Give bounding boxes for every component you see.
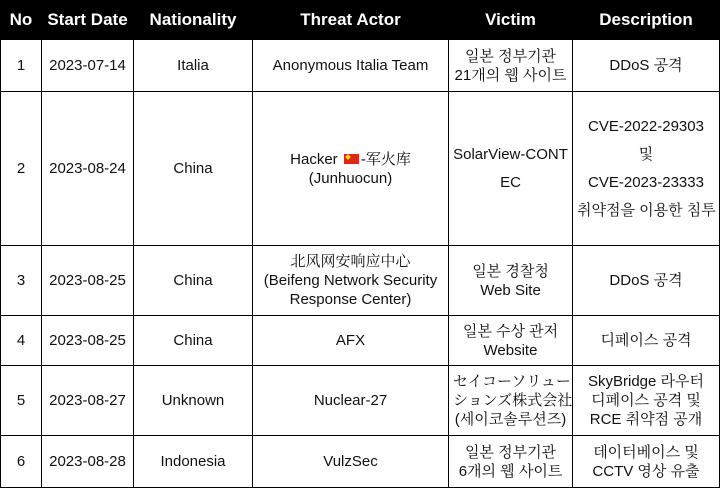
cell-nationality: Italia	[134, 40, 253, 92]
cell-nationality: Unknown	[134, 366, 253, 436]
cell-actor: Hacker -军火库 (Junhuocun)	[253, 92, 449, 246]
cell-date: 2023-08-25	[42, 316, 134, 366]
cell-victim: 일본 수상 관저 Website	[449, 316, 573, 366]
cell-nationality: China	[134, 92, 253, 246]
cell-date: 2023-08-25	[42, 246, 134, 316]
china-flag-icon	[344, 154, 359, 164]
header-description: Description	[573, 1, 720, 40]
header-start-date: Start Date	[42, 1, 134, 40]
table-row	[1, 436, 720, 488]
cell-description: 데이터베이스 및 CCTV 영상 유출	[573, 436, 720, 488]
cell-actor: 北风网安响应中心 (Beifeng Network Security Response Center)	[253, 246, 449, 316]
header-threat-actor: Threat Actor	[253, 1, 449, 40]
cell-no: 6	[1, 436, 42, 488]
cell-date: 2023-08-24	[42, 92, 134, 246]
cell-date: 2023-07-14	[42, 40, 134, 92]
cell-description: CVE-2022-29303 및 CVE-2023-23333 취약점을 이용한 침투	[573, 92, 720, 246]
cell-actor: AFX	[253, 316, 449, 366]
cell-nationality: China	[134, 316, 253, 366]
cell-no: 4	[1, 316, 42, 366]
cell-nationality: Indonesia	[134, 436, 253, 488]
header-nationality: Nationality	[134, 1, 253, 40]
cell-description: 디페이스 공격	[573, 316, 720, 366]
cell-actor: Anonymous Italia Team	[253, 40, 449, 92]
cell-nationality: China	[134, 246, 253, 316]
cell-victim: 일본 정부기관 6개의 웹 사이트	[449, 436, 573, 488]
table-row	[1, 316, 720, 366]
header-no: No	[1, 1, 42, 40]
cell-victim: セイコーソリュー ションズ株式会社 (세이코솔루션즈)	[449, 366, 573, 436]
table-row	[1, 366, 720, 436]
cell-actor: VulzSec	[253, 436, 449, 488]
cell-description: SkyBridge 라우터 디페이스 공격 및 RCE 취약점 공개	[573, 366, 720, 436]
cell-date: 2023-08-28	[42, 436, 134, 488]
cell-no: 3	[1, 246, 42, 316]
cell-no: 5	[1, 366, 42, 436]
table-row	[1, 40, 720, 92]
cell-actor: Nuclear-27	[253, 366, 449, 436]
cell-victim: SolarView-CONT EC	[449, 92, 573, 246]
table-row	[1, 92, 720, 246]
cell-description: DDoS 공격	[573, 246, 720, 316]
header-victim: Victim	[449, 1, 573, 40]
header-row	[1, 1, 720, 40]
cell-victim: 일본 경찰청 Web Site	[449, 246, 573, 316]
cell-no: 2	[1, 92, 42, 246]
cell-victim: 일본 정부기관 21개의 웹 사이트	[449, 40, 573, 92]
cell-description: DDoS 공격	[573, 40, 720, 92]
table-row	[1, 246, 720, 316]
cell-no: 1	[1, 40, 42, 92]
cell-date: 2023-08-27	[42, 366, 134, 436]
